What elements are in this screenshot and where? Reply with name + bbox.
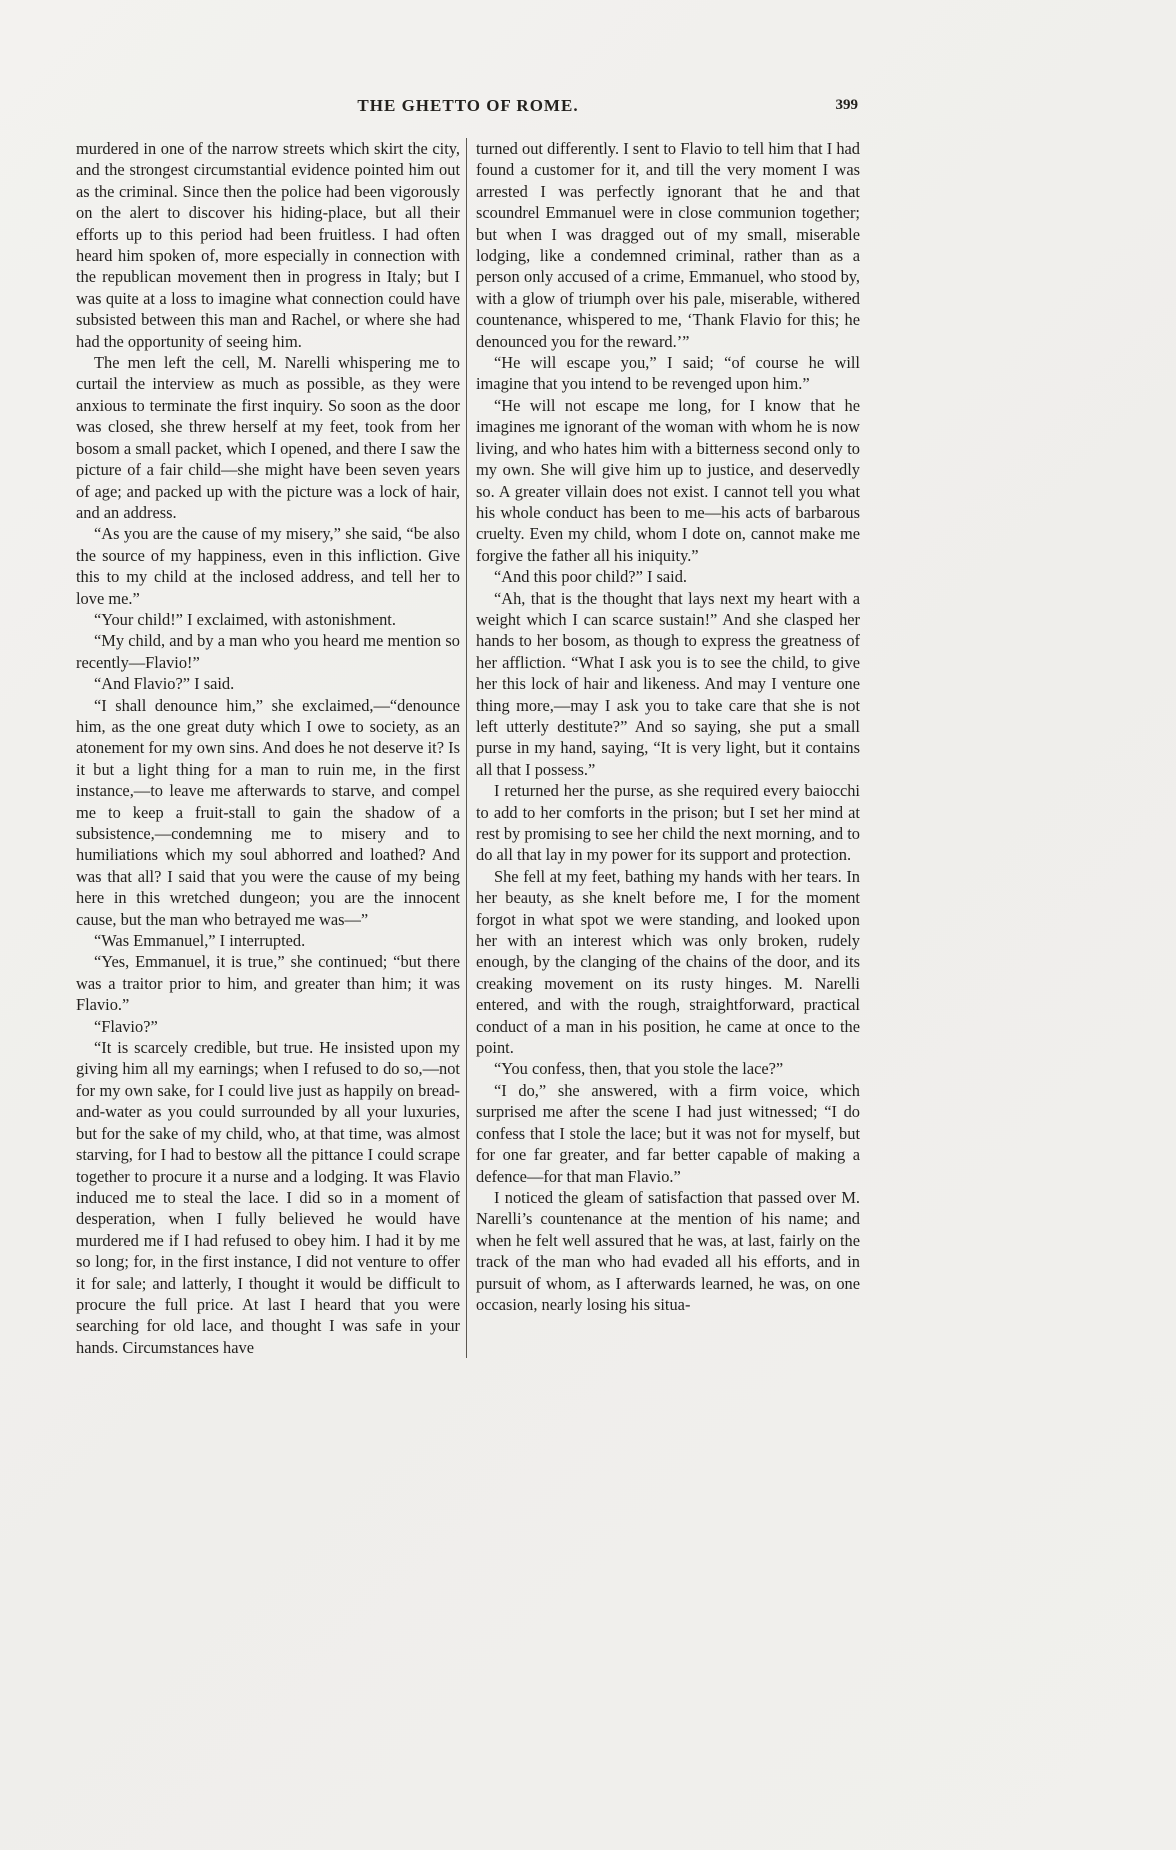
- running-title: THE GHETTO OF ROME.: [357, 96, 579, 115]
- paragraph: “Yes, Emmanuel, it is true,” she continued; “but there was a traitor prior to him, and greater than him; it was Flavio.”: [76, 952, 460, 1015]
- paragraph: I returned her the purse, as she required every baiocchi to add to her comforts in the prison; but I set her mind at rest by promising to see her child the next morning, and to do all that lay in my power for its support and protection.: [476, 781, 860, 865]
- paragraph: turned out differently. I sent to Flavio to tell him that I had found a customer for it, and till the very moment I was arrested I was perfectly ignorant that he and that scoundrel Emmanuel were in close communion together; but when I was dragged out of my small, miserable lodging, like a condemned criminal, rather than as a person only accused of a crime, Emmanuel, who stood by, with a glow of triumph over his pale, miserable, withered countenance, whispered to me, ‘Thank Flavio for this; he denounced you for the reward.’”: [476, 139, 860, 351]
- paragraph: “Flavio?”: [94, 1016, 158, 1036]
- paragraph: “And this poor child?” I said.: [494, 567, 687, 587]
- paragraph: “And Flavio?” I said.: [94, 674, 235, 694]
- page-number: 399: [835, 97, 858, 113]
- left-column: [76, 138, 460, 1358]
- column-divider: [466, 138, 467, 1358]
- paragraph: I noticed the gleam of satisfaction that passed over M. Narelli’s countenance at the mention of his name; and when he felt well assured that he was, at last, fairly on the track of the man who had evaded all his efforts, and in pursuit of whom, as I afterwards learned, he was, on one occasion, nearly losing his situa-: [476, 1187, 860, 1314]
- paragraph: “He will escape you,” I said; “of course he will imagine that you intend to be revenged upon him.”: [476, 353, 860, 394]
- paragraph: “My child, and by a man who you heard me mention so recently—Flavio!”: [76, 631, 460, 672]
- right-column: [476, 138, 860, 1358]
- paragraph: “Your child!” I exclaimed, with astonishment.: [94, 609, 396, 629]
- paragraph: “It is scarcely credible, but true. He insisted upon my giving him all my earnings; when I refused to do so,—not for my own sake, for I could live just as happily on bread-and-water as you could surrounded by all your luxuries, but for the sake of my child, who, at that time, was almost starving, for I had to bestow all the pittance I could scrape together to procure it a nurse and a lodging. It was Flavio induced me to steal the lace. I did so in a moment of desperation, when I fully believed he would have murdered me if I had refused to obey him. I had it by me so long; for, in the first instance, I did not venture to offer it for sale; and latterly, I thought it would be difficult to procure the full price. At last I heard that you were searching for old lace, and thought I was safe in your hands. Circumstances have: [76, 1038, 460, 1357]
- text-columns: [76, 138, 860, 1358]
- paragraph: “Ah, that is the thought that lays next my heart with a weight which I can scarce sustain!” And she clasped her hands to her bosom, as though to express the greatness of her affliction. “What I ask you is to see the child, to give her this lock of hair and likeness. And may I venture one thing more,—may I ask you to take care that she is not left utterly destitute?” And so saying, she put a small purse in my hand, saying, “It is very light, but it contains all that I possess.”: [476, 588, 860, 779]
- page-content: [76, 96, 860, 1358]
- paragraph: “I do,” she answered, with a firm voice, which surprised me after the scene I had just witnessed; “I do confess that I stole the lace; but it was not for myself, but for one far greater, and far better capable of making a defence—for that man Flavio.”: [476, 1080, 860, 1186]
- paragraph: “Was Emmanuel,” I interrupted.: [94, 931, 306, 951]
- paragraph: “You confess, then, that you stole the lace?”: [494, 1059, 784, 1079]
- paragraph: The men left the cell, M. Narelli whispering me to curtail the interview as much as possible, as they were anxious to terminate the first inquiry. So soon as the door was closed, she threw herself at my feet, took from her bosom a small packet, which I opened, and there I saw the picture of a fair child—she might have been seven years of age; and packed up with the picture was a lock of hair, and an address.: [76, 353, 460, 522]
- paragraph: “He will not escape me long, for I know that he imagines me ignorant of the woman with whom he is now living, and who hates him with a bitterness second only to my own. She will give him up to justice, and deservedly so. A greater villain does not exist. I cannot tell you what his whole conduct has been to me—his acts of barbarous cruelty. Even my child, whom I dote on, cannot make me forgive the father all his iniquity.”: [476, 395, 860, 565]
- paragraph: murdered in one of the narrow streets which skirt the city, and the strongest circumstantial evidence pointed him out as the criminal. Since then the police had been vigorously on the alert to discover his hiding-place, but all their efforts up to this period had been fruitless. I had often heard him spoken of, more especially in connection with the republican movement then in progress in Italy; but I was quite at a loss to imagine what connection could have subsisted between this man and Rachel, or where she had had the opportunity of seeing him.: [76, 139, 460, 351]
- paragraph: “I shall denounce him,” she exclaimed,—“denounce him, as the one great duty which I owe to society, as an atonement for my own sins. And does he not deserve it? Is it but a light thing for a man to ruin me, in the first instance,—to leave me afterwards to starve, and compel me to keep a fruit-stall to gain the shadow of a subsistence,—condemning me to misery and to humiliations which my soul abhorred and loathed? And was that all? I said that you were the cause of my being here in this wretched dungeon; you are the innocent cause, but the man who betrayed me was—”: [76, 695, 460, 929]
- paragraph: “As you are the cause of my misery,” she said, “be also the source of my happiness, even in this infliction. Give this to my child at the inclosed address, and tell her to love me.”: [76, 524, 460, 608]
- running-header: [76, 96, 860, 122]
- paragraph: She fell at my feet, bathing my hands with her tears. In her beauty, as she knelt before me, I for the moment forgot in what spot we were standing, and looked upon her with an interest which was only broken, rudely enough, by the clanging of the chains of the door, and its creaking movement on its rusty hinges. M. Narelli entered, and with the rough, straightforward, practical conduct of a man in his position, he came at once to the point.: [476, 866, 860, 1058]
